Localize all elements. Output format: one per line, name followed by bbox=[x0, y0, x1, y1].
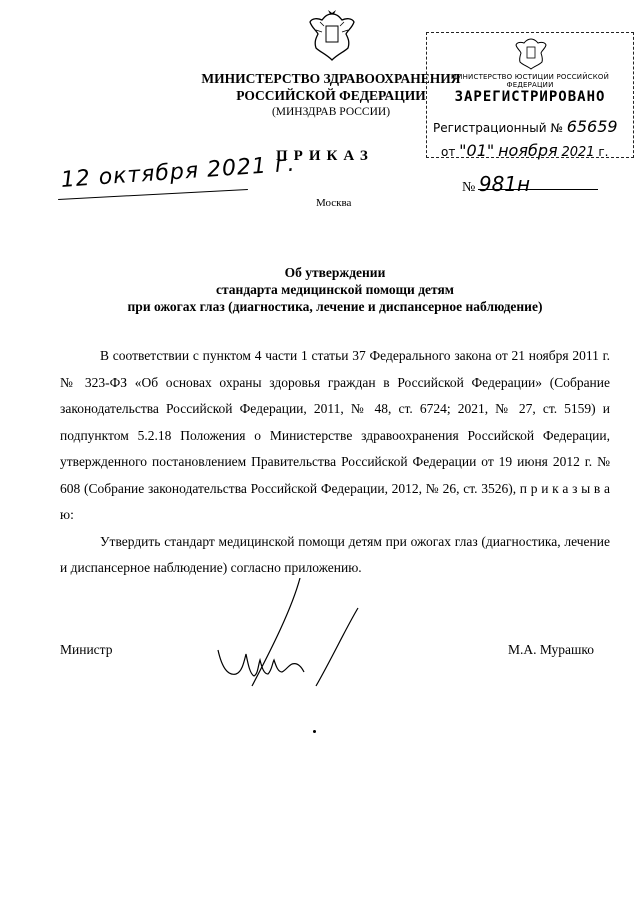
order-date: 12 октября 2021 г. bbox=[60, 151, 297, 193]
ministry-name-line1: МИНИСТЕРСТВО ЗДРАВООХРАНЕНИЯ bbox=[201, 71, 461, 86]
stamp-status: ЗАРЕГИСТРИРОВАНО bbox=[454, 89, 606, 105]
signer-position: Министр bbox=[60, 642, 113, 657]
state-emblem-icon bbox=[306, 8, 358, 64]
ministry-abbr: (МИНЗДРАВ РОССИИ) bbox=[271, 106, 391, 118]
stamp-org: МИНИСТЕРСТВО ЮСТИЦИИ РОССИЙСКОЙ ФЕДЕРАЦИИ bbox=[450, 73, 610, 89]
title-line2: стандарта медицинской помощи детям bbox=[216, 282, 454, 297]
document-body bbox=[60, 343, 610, 582]
order-number-value: 981н bbox=[478, 172, 531, 196]
body-paragraph-1: В соответствии с пунктом 4 части 1 статьи 37 Федерального закона от 21 ноября 2011 г. № 323-ФЗ «Об основах охраны здоровья граждан в Российской Федерации» (Собрание законодательства Российской Федерации, 2011, № 48, ст. 6724; 2021, № 27, ст. 5159) и подпунктом 5.2.18 Положения о Министерстве здравоохранения Российской Федерации, утвержденного постановлением Правительства Российской Федерации от 19 июня 2012 г. № 608 (Собрание законодательства Российской Федерации, 2012, № 26, ст. 3526), п р и к а з ы в а ю: bbox=[60, 348, 610, 522]
stamp-date-prefix: от bbox=[441, 145, 456, 159]
stamp-date-year: 2021 bbox=[561, 145, 595, 160]
body-paragraph-2: Утвердить стандарт медицинской помощи детям при ожогах глаз (диагностика, лечение и диспансерное наблюдение) согласно приложению. bbox=[60, 533, 610, 575]
title-line1: Об утверждении bbox=[284, 265, 386, 280]
stamp-reg-line bbox=[433, 117, 618, 136]
stamp-date-line bbox=[441, 141, 608, 160]
order-number-prefix: № bbox=[462, 180, 476, 195]
stamp-reg-label: Регистрационный № bbox=[433, 121, 563, 135]
signature-icon bbox=[212, 578, 362, 688]
order-number bbox=[462, 172, 530, 196]
title-line3: при ожогах глаз (диагностика, лечение и диспансерное наблюдение) bbox=[127, 299, 543, 314]
signer-name: М.А. Мурашко bbox=[508, 642, 595, 657]
stamp-date-day: "01" bbox=[459, 141, 495, 160]
stamp-emblem-icon bbox=[513, 35, 549, 71]
ink-dot bbox=[313, 730, 316, 733]
city: Москва bbox=[316, 197, 352, 209]
stamp-date-suffix: г. bbox=[598, 145, 609, 159]
stamp-reg-number: 65659 bbox=[566, 117, 618, 136]
doc-type: ПРИКАЗ bbox=[276, 148, 374, 164]
registration-stamp bbox=[426, 32, 634, 158]
stamp-date-month: ноября bbox=[498, 141, 558, 160]
document-title bbox=[70, 264, 600, 315]
number-underline bbox=[478, 189, 598, 190]
ministry-name-line2: РОССИЙСКОЙ ФЕДЕРАЦИИ bbox=[236, 88, 426, 103]
